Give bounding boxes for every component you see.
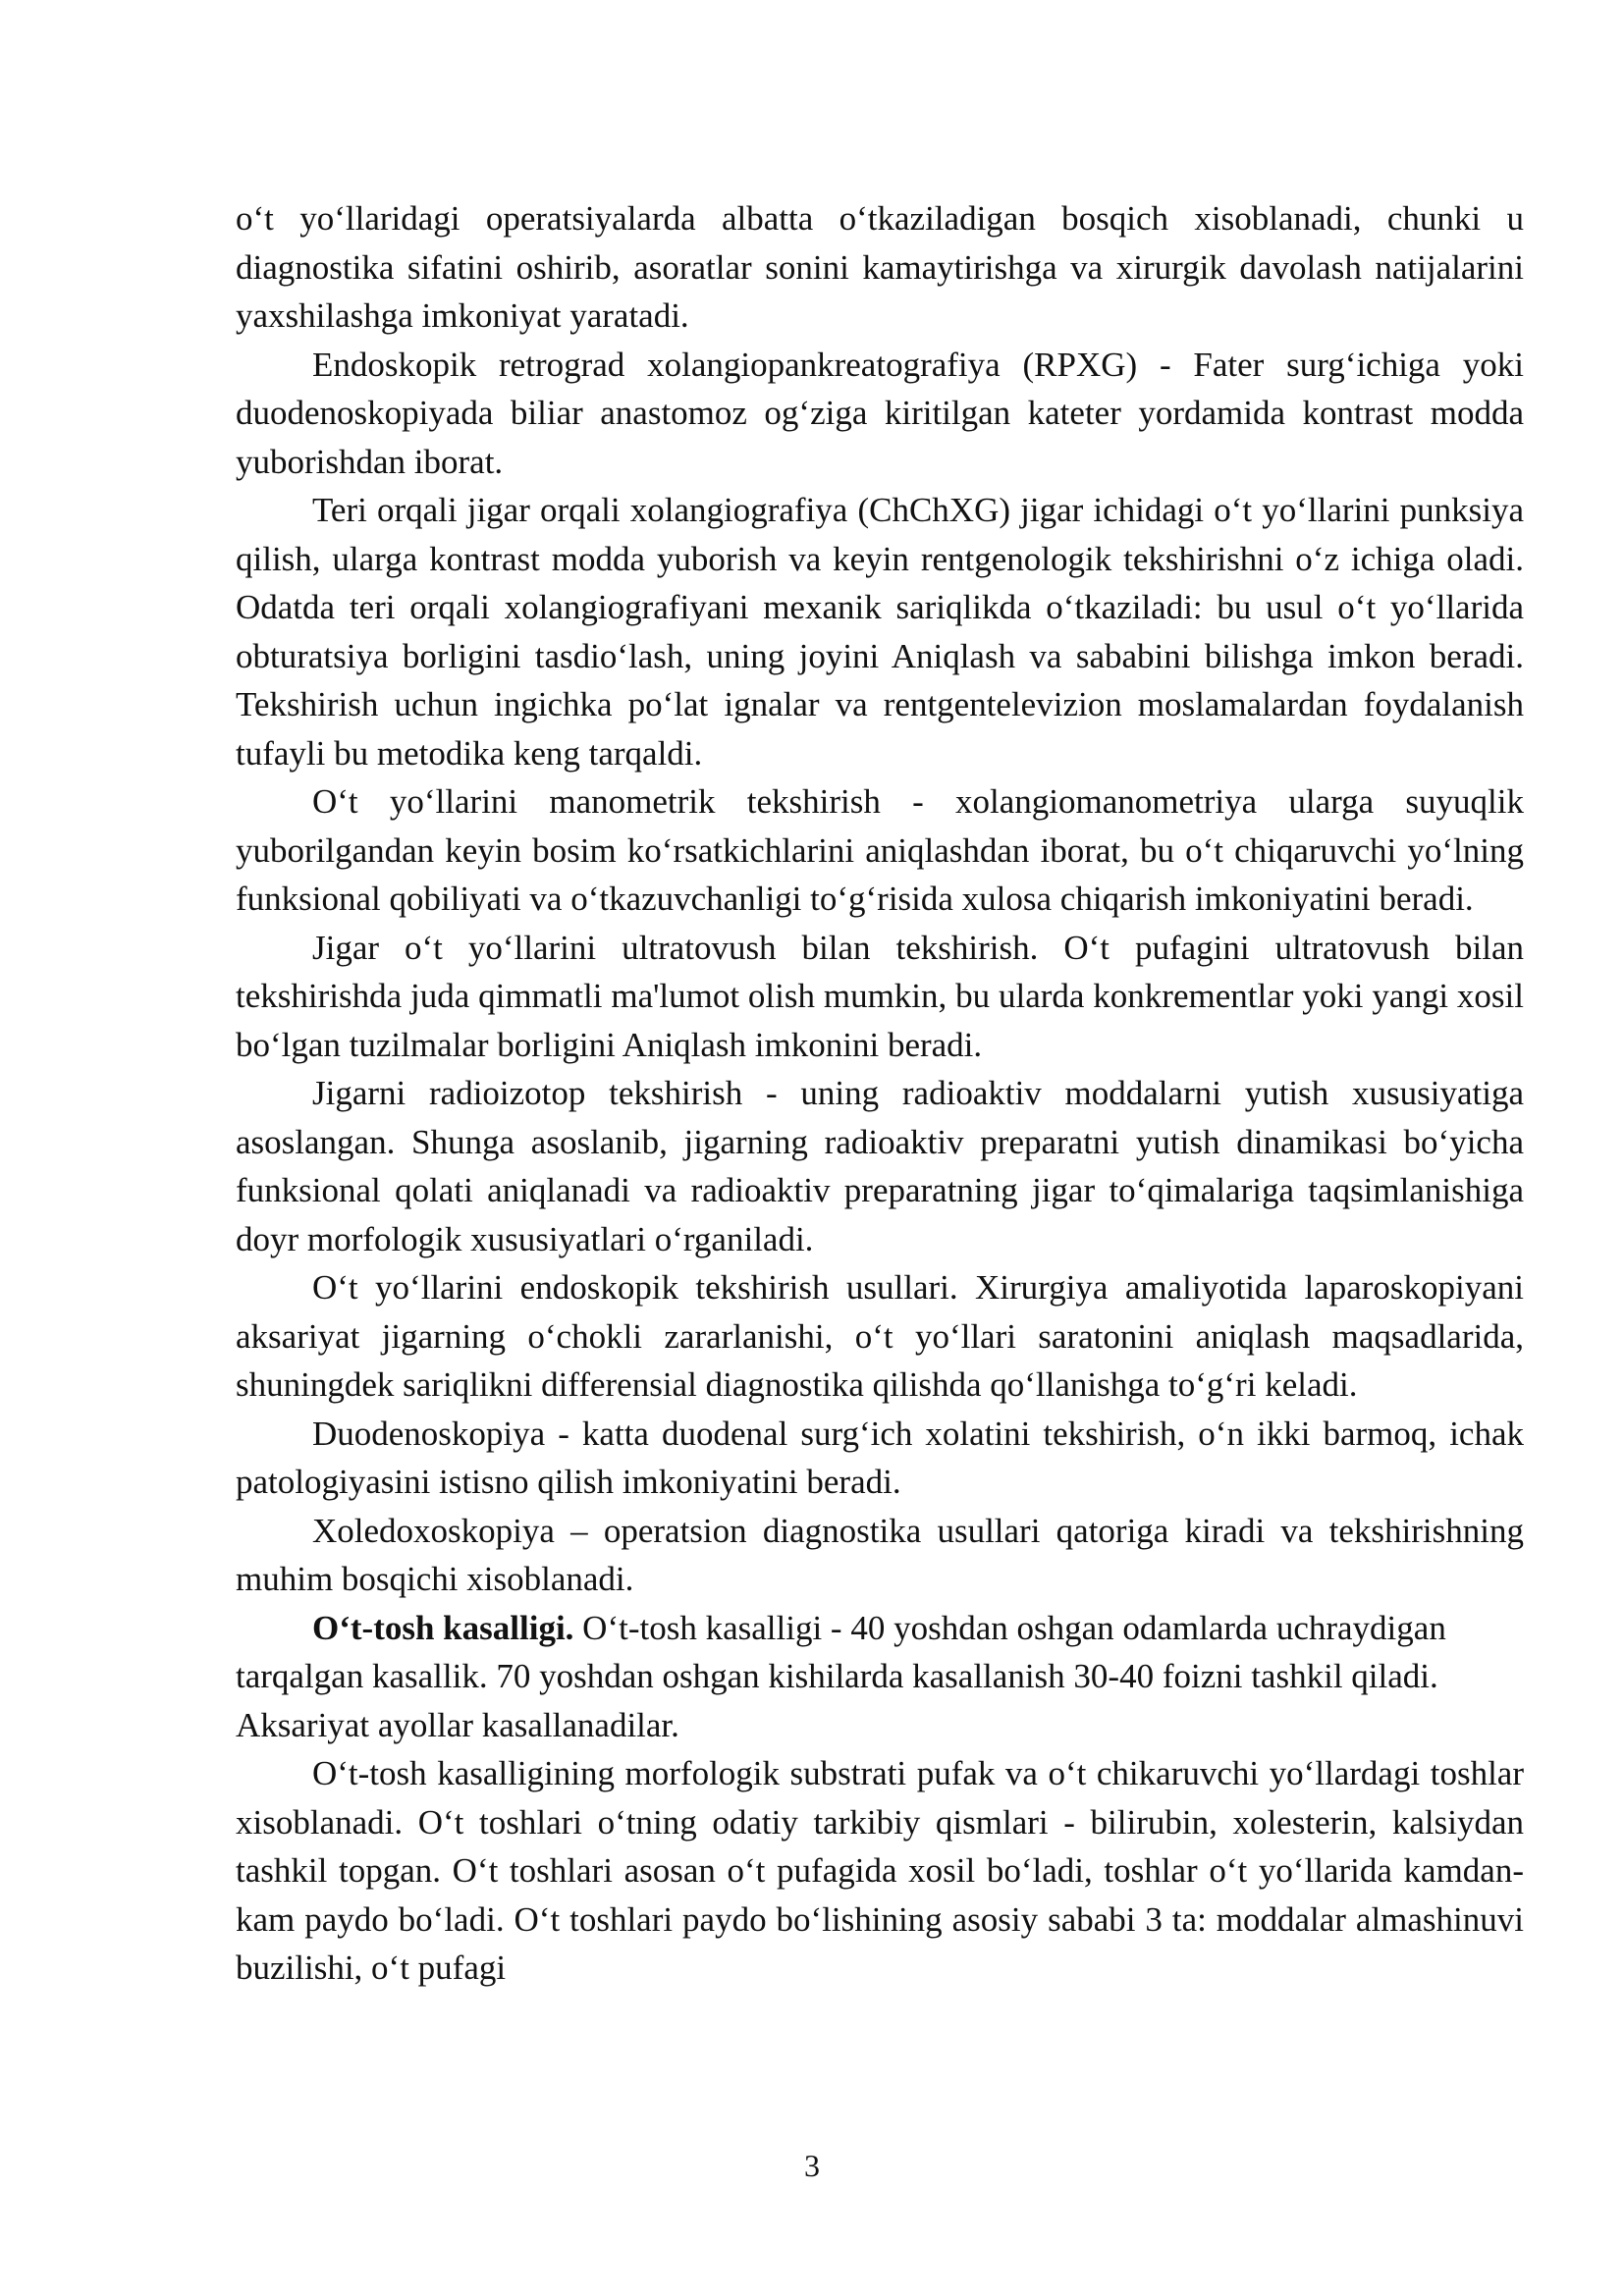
paragraph-ultrasound: Jigar o‘t yo‘llarini ultratovush bilan tekshirish. O‘t pufagini ultratovush bilan tekshirishda juda qimmatli ma'lumot olish mumkin, bu ularda konkrementlar yoki yangi xosil bo‘lgan tuzilmalar borligini Aniqlash imkonini beradi.	[236, 928, 1524, 1064]
paragraph-duodenoscopy: Duodenoskopiya - katta duodenal surg‘ich xolatini tekshirish, o‘n ikki barmoq, ichak patologiyasini istisno qilish imkoniyatini beradi.	[236, 1414, 1524, 1501]
paragraph-gallstone-substrate: O‘t-tosh kasalligining morfologik substrati pufak va o‘t chikaruvchi yo‘llardagi toshlar xisoblanadi. O‘t toshlari o‘tning odatiy tarkibiy qismlari - bilirubin, xolesterin, kalsiydan tashkil topgan. O‘t toshlari asosan o‘t pufagida xosil bo‘ladi, toshlar o‘t yo‘llarida kamdan-kam paydo bo‘ladi. O‘t toshlari paydo bo‘lishining asosiy sababi 3 ta: moddalar almashinuvi buzilishi, o‘t pufagi	[236, 1754, 1524, 1987]
paragraph-chchxg: Teri orqali jigar orqali xolangiografiya (ChChXG) jigar ichidagi o‘t yo‘llarini punksiya qilish, ularga kontrast modda yuborish va keyin rentgenologik tekshirishni o‘z ichiga oladi. Odatda teri orqali xolangiografiyani mexanik sariqlikda o‘tkaziladi: bu usul o‘t yo‘llarida obturatsiya borligini tasdio‘lash, uning joyini Aniqlash va sababini bilishga imkon beradi. Tekshirish uchun ingichka po‘lat ignalar va rentgentelevizion moslamalardan foydalanish tufayli bu metodika keng tarqaldi.	[236, 491, 1524, 773]
paragraph-continuation: o‘t yo‘llaridagi operatsiyalarda albatta o‘tkaziladigan bosqich xisoblanadi, chunki u diagnostika sifatini oshirib, asoratlar sonini kamaytirishga va xirurgik davolash natijalarini yaxshilashga imkoniyat yaratadi.	[236, 199, 1524, 335]
paragraph-manometry: O‘t yo‘llarini manometrik tekshirish - xolangiomanometriya ularga suyuqlik yuborilgandan keyin bosim ko‘rsatkichlarini aniqlashdan iborat, bu o‘t chiqaruvchi yo‘lning funksional qobiliyati va o‘tkazuvchanligi to‘g‘risida xulosa chiqarish imkoniyatini beradi.	[236, 782, 1524, 918]
paragraph-radioisotope: Jigarni radioizotop tekshirish - uning radioaktiv moddalarni yutish xususiyatiga asoslangan. Shunga asoslanib, jigarning radioaktiv preparatni yutish dinamikasi bo‘yicha funksional qolati aniqlanadi va radioaktiv preparatning jigar to‘qimalariga taqsimlanishiga doyr morfologik xususiyatlari o‘rganiladi.	[236, 1074, 1524, 1258]
page-number: 3	[804, 2148, 820, 2183]
paragraph-endoscopic: O‘t yo‘llarini endoskopik tekshirish usullari. Xirurgiya amaliyotida laparoskopiyani aksariyat jigarning o‘chokli zararlanishi, o‘t yo‘llari saratonini aniqlash maqsadlarida, shuningdek sariqlikni differensial diagnostika qilishda qo‘llanishga to‘g‘ri keladi.	[236, 1268, 1524, 1404]
paragraph-rpxg: Endoskopik retrograd xolangiopankreatografiya (RPXG) - Fater surg‘ichiga yoki duodenoskopiyada biliar anastomoz og‘ziga kiritilgan kateter yordamida kontrast modda yuborishdan iborat.	[236, 345, 1524, 481]
section-heading-text: O‘t-tosh kasalligi - 40 yoshdan oshgan odamlarda uchraydigan tarqalgan kasallik. 70 yoshdan oshgan kishilarda kasallanish 30-40 foizni tashkil qiladi. Aksariyat ayollar kasallanadilar.	[236, 1608, 1446, 1744]
document-body	[236, 194, 1524, 1993]
paragraph-gallstone-intro	[236, 1604, 1524, 1750]
section-heading: O‘t-tosh kasalligi.	[312, 1608, 574, 1647]
paragraph-choledochoscopy: Xoledoxoskopiya – operatsion diagnostika usullari qatoriga kiradi va tekshirishning muhim bosqichi xisoblanadi.	[236, 1511, 1524, 1598]
